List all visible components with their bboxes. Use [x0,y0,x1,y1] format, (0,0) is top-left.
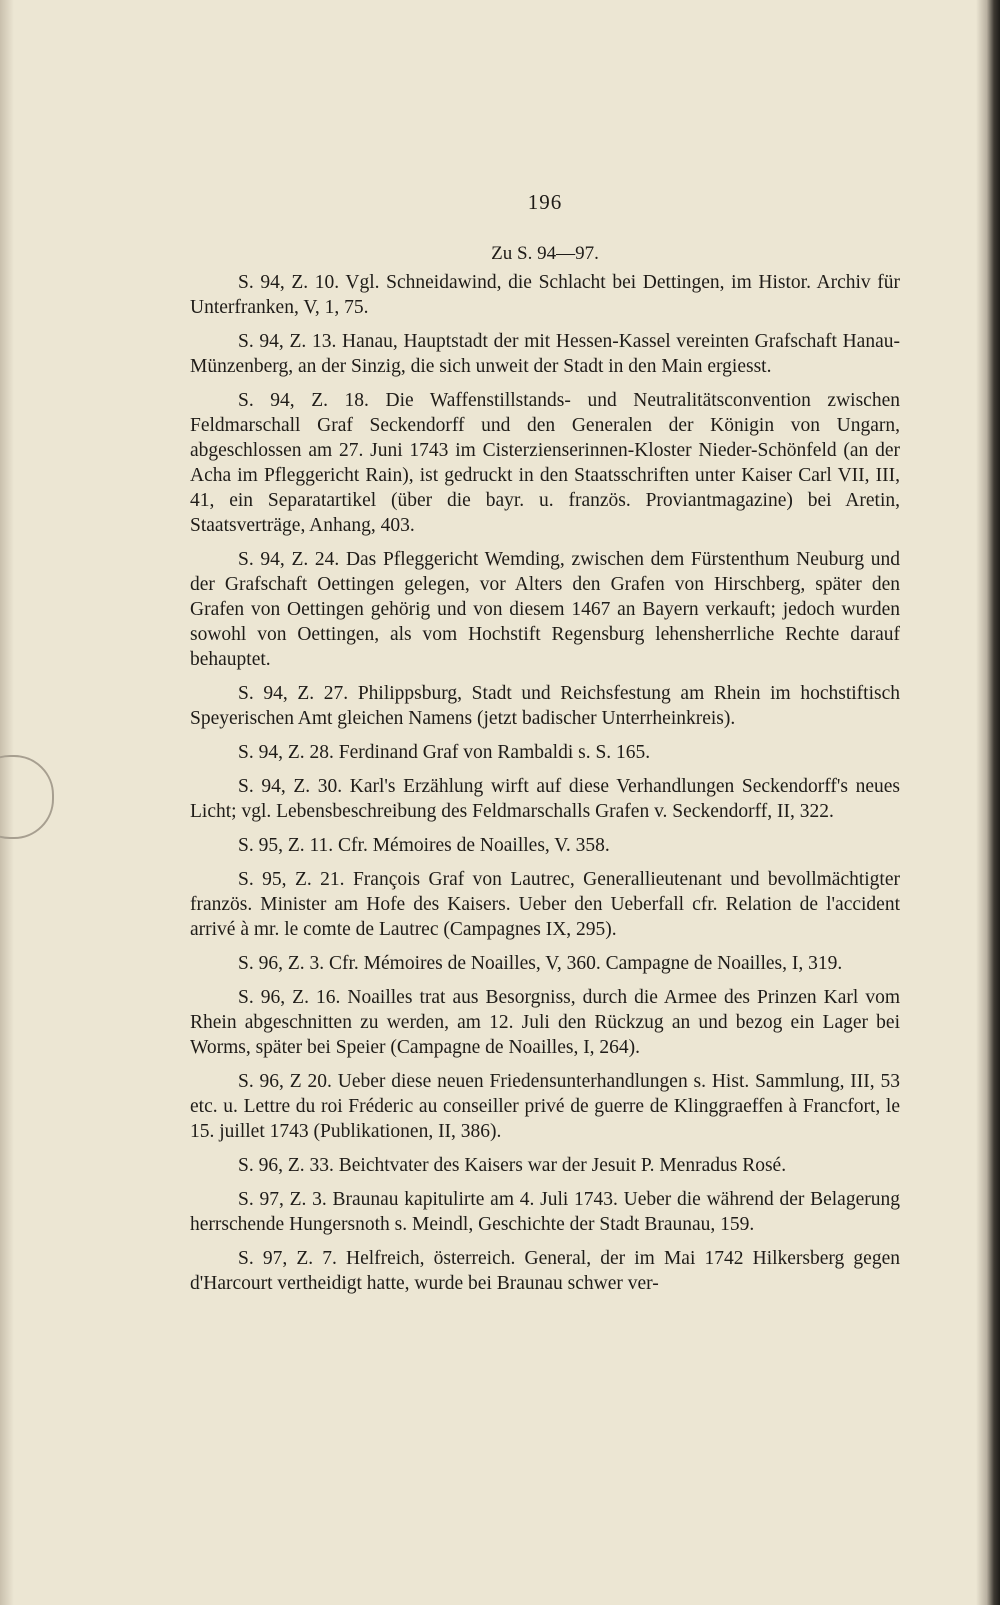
page-text-block [190,190,900,1305]
footnote-paragraph: S. 94, Z. 10. Vgl. Schneidawind, die Schlacht bei Dettingen, im Histor. Archiv für Unterfranken, V, 1, 75. [190,272,900,318]
footnote-paragraph: S. 94, Z. 28. Ferdinand Graf von Rambaldi s. S. 165. [238,742,651,763]
footnote-paragraph: S. 94, Z. 24. Das Pfleggericht Wemding, zwischen dem Fürstenthum Neuburg und der Grafschaft Oettingen gelegen, vor Alters den Grafen von Hirschberg, später den Grafen von Oettingen gehörig und von diesem 1467 an Bayern verkauft; jedoch wurden sowohl von Oettingen, als vom Hochstift Regensburg lehensherrliche Rechte darauf behauptet. [190,549,900,670]
footnote-paragraph: S. 96, Z 20. Ueber diese neuen Friedensunterhandlungen s. Hist. Sammlung, III, 53 etc. u. Lettre du roi Fréderic au conseiller privé de guerre de Klinggraeffen à Francfort, le 15. juillet 1743 (Publikationen, II, 386). [190,1071,900,1142]
footnote-paragraph: S. 96, Z. 3. Cfr. Mémoires de Noailles, V, 360. Campagne de Noailles, I, 319. [238,953,843,974]
footnote-paragraph: S. 95, Z. 21. François Graf von Lautrec, Generallieutenant und bevollmächtigter französ. Minister am Hofe des Kaisers. Ueber den Ueberfall cfr. Relation de l'accident arrivé à mr. le comte de Lautrec (Campagnes IX, 295). [190,869,900,940]
footnote-paragraph: S. 94, Z. 30. Karl's Erzählung wirft auf diese Verhandlungen Seckendorff's neues Licht; vgl. Lebensbeschreibung des Feldmarschalls Grafen v. Seckendorff, II, 322. [190,776,900,822]
section-heading: Zu S. 94—97. [491,243,599,264]
page-edge [976,0,1000,1605]
page-number: 196 [527,190,563,214]
footnote-paragraph: S. 96, Z. 16. Noailles trat aus Besorgniss, durch die Armee des Prinzen Karl vom Rhein abgeschnitten zu werden, am 12. Juli den Rückzug an und bezog ein Lager bei Worms, später bei Speier (Campagne de Noailles, I, 264). [190,987,900,1058]
footnote-paragraph: S. 94, Z. 13. Hanau, Hauptstadt der mit Hessen-Kassel vereinten Grafschaft Hanau-Münzenberg, an der Sinzig, die sich unweit der Stadt in den Main ergiesst. [190,331,900,377]
footnote-paragraph: S. 97, Z. 7. Helfreich, österreich. General, der im Mai 1742 Hilkersberg gegen d'Harcourt vertheidigt hatte, wurde bei Braunau schwer ver- [190,1248,900,1294]
footnote-paragraph: S. 95, Z. 11. Cfr. Mémoires de Noailles, V. 358. [238,835,610,856]
page-tab-outline [0,755,54,839]
footnote-paragraph: S. 97, Z. 3. Braunau kapitulirte am 4. Juli 1743. Ueber die während der Belagerung herrschende Hungersnoth s. Meindl, Geschichte der Stadt Braunau, 159. [190,1189,900,1235]
footnote-paragraph: S. 94, Z. 18. Die Waffenstillstands- und Neutralitätsconvention zwischen Feldmarschall Graf Seckendorff und den Generalen der Königin von Ungarn, abgeschlossen am 27. Juni 1743 im Cisterzienserinnen-Kloster Nieder-Schönfeld (an der Acha im Pfleggericht Rain), ist gedruckt in den Staatsschriften unter Kaiser Carl VII, III, 41, ein Separatartikel (über die bayr. u. französ. Proviantmagazine) bei Aretin, Staatsverträge, Anhang, 403. [190,390,900,536]
footnote-paragraph: S. 96, Z. 33. Beichtvater des Kaisers war der Jesuit P. Menradus Rosé. [238,1155,787,1176]
footnote-paragraph: S. 94, Z. 27. Philippsburg, Stadt und Reichsfestung am Rhein im hochstiftisch Speyerischen Amt gleichen Namens (jetzt badischer Unterrheinkreis). [190,683,900,729]
